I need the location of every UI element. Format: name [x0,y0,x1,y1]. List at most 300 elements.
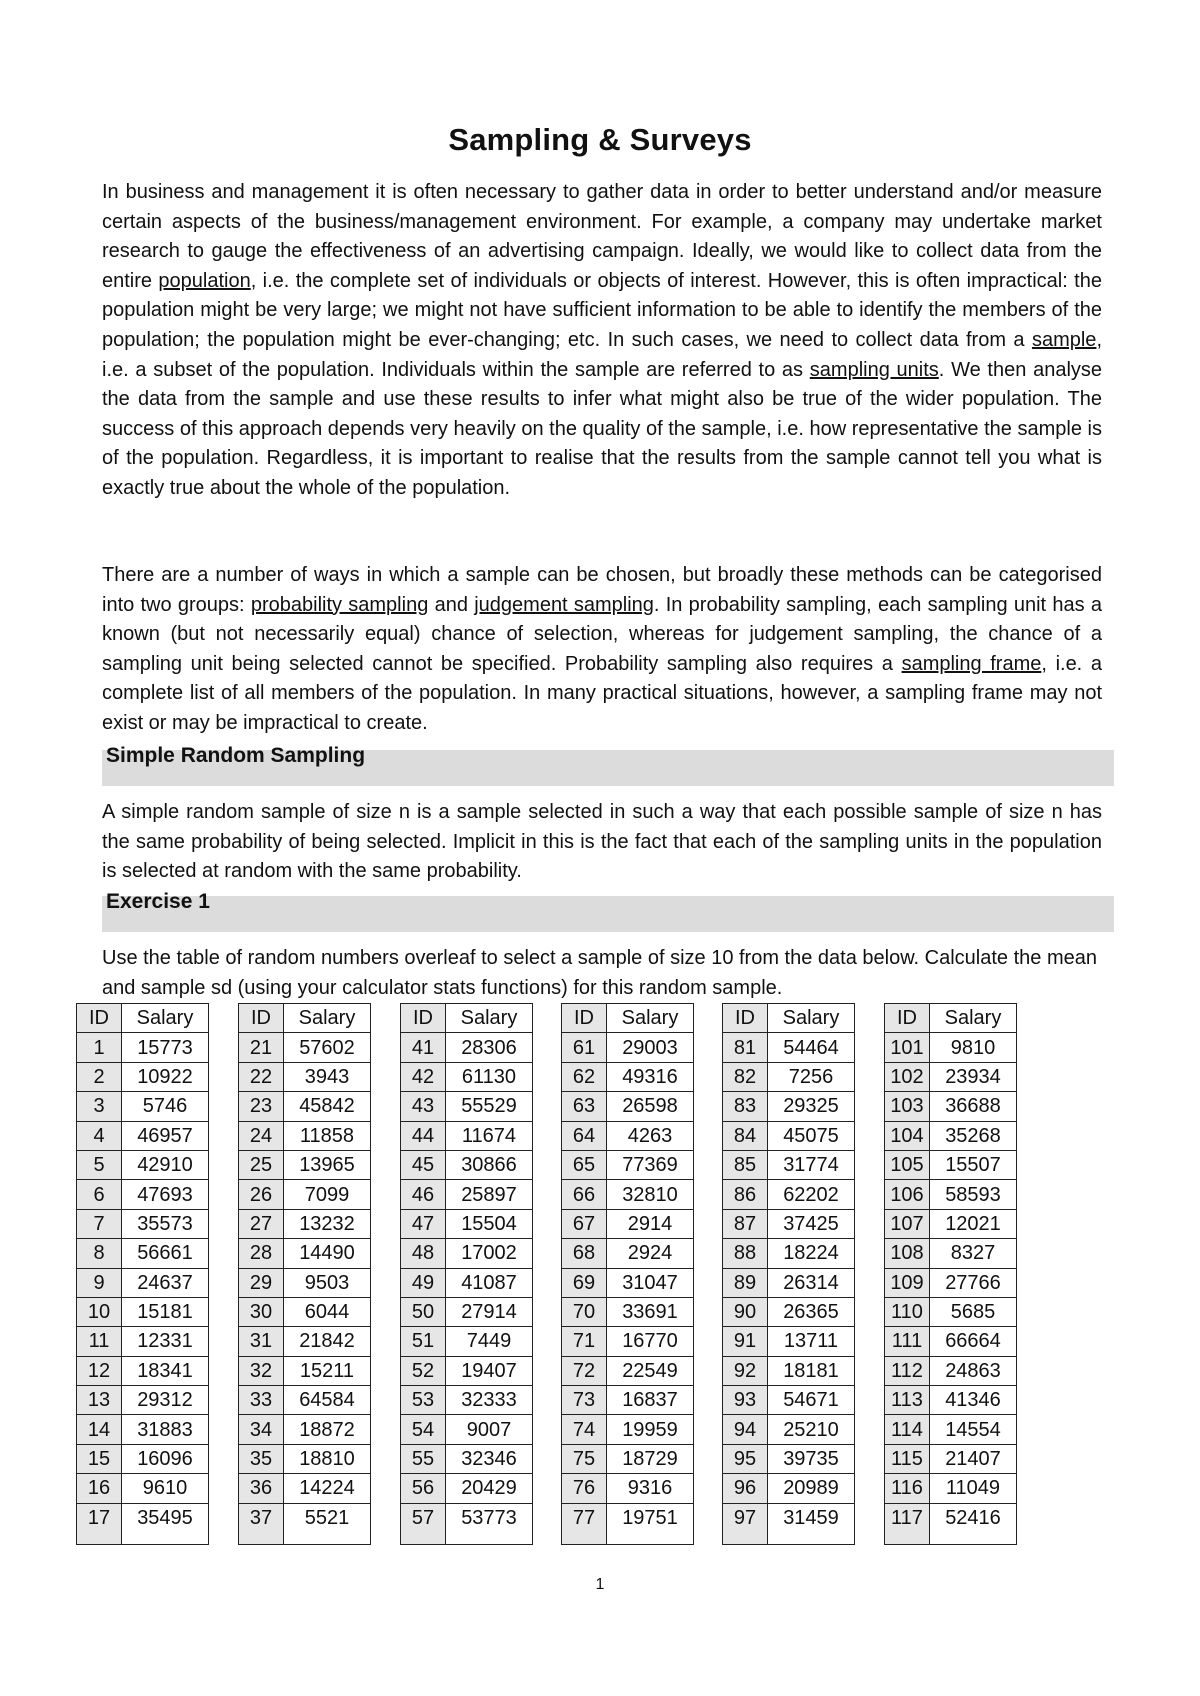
table-row [239,1180,371,1209]
table-row [562,1180,694,1209]
id-cell: 87 [723,1209,768,1238]
id-cell: 36 [239,1474,284,1503]
salary-cell: 18872 [284,1415,371,1444]
table-row [401,1239,533,1268]
id-cell: 74 [562,1415,607,1444]
table-row [77,1386,209,1415]
salary-cell: 35495 [122,1503,209,1544]
salary-cell: 35268 [930,1121,1017,1150]
salary-cell: 20989 [768,1474,855,1503]
salary-cell: 15181 [122,1297,209,1326]
table-row [723,1444,855,1473]
id-cell: 25 [239,1150,284,1179]
id-cell: 70 [562,1297,607,1326]
table-row [401,1386,533,1415]
salary-cell: 22549 [607,1356,694,1385]
salary-cell: 18181 [768,1356,855,1385]
id-cell: 97 [723,1503,768,1544]
table-row [401,1297,533,1326]
table-row [239,1209,371,1238]
salary-cell: 58593 [930,1180,1017,1209]
table-row [885,1268,1017,1297]
id-cell: 29 [239,1268,284,1297]
table-row [562,1150,694,1179]
text-run: . We then analyse the data from the sample and use these results to infer what might also be true of the wider population. The success of this approach depends very heavily on the quality of the sample, i.e. how representative the sample is of the population. Regardless, it is important to realise that the results from the sample cannot tell you what is exactly true about the whole of the population. [102,358,1103,499]
id-cell: 23 [239,1092,284,1121]
id-cell: 106 [885,1180,930,1209]
table-row [885,1033,1017,1062]
salary-cell: 3943 [284,1062,371,1091]
salary-cell: 11858 [284,1121,371,1150]
column-header-salary: Salary [768,1004,855,1033]
salary-cell: 53773 [446,1503,533,1544]
table-row [723,1121,855,1150]
text-run: , i.e. the complete set of individuals or objects of interest. However, this is often impractical: the population might be very large; we might not have sufficient information to be able to identify the members of the population; the population might be ever-changing; etc. In such cases, we need to collect data from a [102,269,1102,351]
table-row [239,1150,371,1179]
id-cell: 72 [562,1356,607,1385]
salary-cell: 4263 [607,1121,694,1150]
salary-cell: 29325 [768,1092,855,1121]
salary-cell: 21407 [930,1444,1017,1473]
id-cell: 76 [562,1474,607,1503]
salary-cell: 13711 [768,1327,855,1356]
id-cell: 75 [562,1444,607,1473]
table-row [562,1327,694,1356]
id-cell: 86 [723,1180,768,1209]
id-cell: 41 [401,1033,446,1062]
salary-cell: 15211 [284,1356,371,1385]
table-row [562,1386,694,1415]
salary-cell: 15504 [446,1209,533,1238]
column-header-id: ID [239,1004,284,1033]
id-cell: 47 [401,1209,446,1238]
id-cell: 14 [77,1415,122,1444]
salary-cell: 7256 [768,1062,855,1091]
table-row [723,1239,855,1268]
salary-cell: 39735 [768,1444,855,1473]
salary-cell: 9810 [930,1033,1017,1062]
table-row [77,1180,209,1209]
id-cell: 83 [723,1092,768,1121]
table-row [77,1150,209,1179]
salary-cell: 9007 [446,1415,533,1444]
salary-cell: 31047 [607,1268,694,1297]
salary-cell: 28306 [446,1033,533,1062]
salary-cell: 18729 [607,1444,694,1473]
table-row [723,1062,855,1091]
id-cell: 88 [723,1239,768,1268]
salary-cell: 26365 [768,1297,855,1326]
salary-cell: 30866 [446,1150,533,1179]
salary-table [722,1003,855,1545]
table-row [723,1386,855,1415]
table-row [239,1415,371,1444]
table-row [723,1033,855,1062]
salary-cell: 36688 [930,1092,1017,1121]
salary-cell: 57602 [284,1033,371,1062]
id-cell: 4 [77,1121,122,1150]
term-sampling-frame: sampling frame [901,652,1042,675]
salary-cell: 14224 [284,1474,371,1503]
table-row [77,1062,209,1091]
column-header-id: ID [885,1004,930,1033]
table-row [723,1474,855,1503]
table-row [239,1386,371,1415]
id-cell: 34 [239,1415,284,1444]
id-cell: 65 [562,1150,607,1179]
salary-cell: 47693 [122,1180,209,1209]
salary-cell: 45842 [284,1092,371,1121]
id-cell: 46 [401,1180,446,1209]
id-cell: 9 [77,1268,122,1297]
id-cell: 55 [401,1444,446,1473]
id-cell: 67 [562,1209,607,1238]
salary-cell: 8327 [930,1239,1017,1268]
table-row [562,1415,694,1444]
id-cell: 5 [77,1150,122,1179]
id-cell: 66 [562,1180,607,1209]
table-row [562,1209,694,1238]
table-row [885,1444,1017,1473]
salary-cell: 31774 [768,1150,855,1179]
id-cell: 53 [401,1386,446,1415]
table-row [885,1239,1017,1268]
id-cell: 82 [723,1062,768,1091]
salary-cell: 33691 [607,1297,694,1326]
table-row [723,1180,855,1209]
term-sampling-units: sampling units [809,358,939,381]
id-cell: 101 [885,1033,930,1062]
id-cell: 8 [77,1239,122,1268]
salary-cell: 15507 [930,1150,1017,1179]
table-row [562,1239,694,1268]
table-row [401,1062,533,1091]
table-row [723,1327,855,1356]
id-cell: 111 [885,1327,930,1356]
id-cell: 102 [885,1062,930,1091]
salary-cell: 19751 [607,1503,694,1544]
table-row [77,1297,209,1326]
salary-table [561,1003,694,1545]
id-cell: 105 [885,1150,930,1179]
text-run: , i.e. a complete list of all members of the population. In many practical situations, however, a sampling frame may not exist or may be impractical to create. [102,652,1102,734]
id-cell: 30 [239,1297,284,1326]
id-cell: 114 [885,1415,930,1444]
id-cell: 115 [885,1444,930,1473]
table-row [885,1356,1017,1385]
salary-cell: 16096 [122,1444,209,1473]
id-cell: 62 [562,1062,607,1091]
id-cell: 24 [239,1121,284,1150]
section-heading-text: Simple Random Sampling [106,744,366,767]
id-cell: 64 [562,1121,607,1150]
table-header-row [885,1004,1017,1033]
salary-cell: 27914 [446,1297,533,1326]
table-header-row [723,1004,855,1033]
salary-cell: 32333 [446,1386,533,1415]
table-row [885,1474,1017,1503]
id-cell: 11 [77,1327,122,1356]
salary-cell: 24863 [930,1356,1017,1385]
id-cell: 1 [77,1033,122,1062]
table-row [723,1297,855,1326]
table-row [239,1327,371,1356]
salary-cell: 12331 [122,1327,209,1356]
id-cell: 85 [723,1150,768,1179]
salary-cell: 15773 [122,1033,209,1062]
id-cell: 45 [401,1150,446,1179]
salary-cell: 16837 [607,1386,694,1415]
column-header-id: ID [723,1004,768,1033]
id-cell: 32 [239,1356,284,1385]
salary-cell: 9316 [607,1474,694,1503]
column-header-id: ID [77,1004,122,1033]
id-cell: 69 [562,1268,607,1297]
column-header-salary: Salary [122,1004,209,1033]
id-cell: 50 [401,1297,446,1326]
table-row [723,1356,855,1385]
id-cell: 95 [723,1444,768,1473]
table-row [401,1092,533,1121]
page-number: 1 [595,1576,605,1593]
table-row [239,1092,371,1121]
column-header-salary: Salary [930,1004,1017,1033]
salary-cell: 45075 [768,1121,855,1150]
salary-cell: 18810 [284,1444,371,1473]
salary-cell: 64584 [284,1386,371,1415]
salary-cell: 56661 [122,1239,209,1268]
salary-cell: 61130 [446,1062,533,1091]
salary-cell: 9503 [284,1268,371,1297]
text-run: and [428,593,475,616]
table-row [562,1503,694,1544]
id-cell: 61 [562,1033,607,1062]
table-row [239,1062,371,1091]
id-cell: 73 [562,1386,607,1415]
table-row [77,1356,209,1385]
section-heading-exercise-1 [102,890,1114,932]
id-cell: 93 [723,1386,768,1415]
salary-cell: 20429 [446,1474,533,1503]
table-row [562,1092,694,1121]
column-header-id: ID [401,1004,446,1033]
section-heading-text: Exercise 1 [106,890,210,913]
id-cell: 7 [77,1209,122,1238]
salary-cell: 18341 [122,1356,209,1385]
salary-cell: 32346 [446,1444,533,1473]
table-row [401,1150,533,1179]
salary-cell: 5521 [284,1503,371,1544]
table-row [885,1297,1017,1326]
id-cell: 51 [401,1327,446,1356]
id-cell: 2 [77,1062,122,1091]
salary-cell: 11674 [446,1121,533,1150]
salary-cell: 41346 [930,1386,1017,1415]
salary-cell: 27766 [930,1268,1017,1297]
salary-cell: 66664 [930,1327,1017,1356]
id-cell: 43 [401,1092,446,1121]
id-cell: 84 [723,1121,768,1150]
salary-cell: 19959 [607,1415,694,1444]
id-cell: 49 [401,1268,446,1297]
table-row [239,1297,371,1326]
table-row [401,1415,533,1444]
salary-cell: 18224 [768,1239,855,1268]
id-cell: 110 [885,1297,930,1326]
table-row [885,1062,1017,1091]
salary-cell: 42910 [122,1150,209,1179]
id-cell: 90 [723,1297,768,1326]
term-population: population [158,269,251,292]
id-cell: 96 [723,1474,768,1503]
table-row [723,1268,855,1297]
table-row [77,1092,209,1121]
table-header-row [239,1004,371,1033]
salary-table [400,1003,533,1545]
id-cell: 56 [401,1474,446,1503]
salary-cell: 21842 [284,1327,371,1356]
salary-cell: 7099 [284,1180,371,1209]
salary-cell: 2924 [607,1239,694,1268]
id-cell: 109 [885,1268,930,1297]
salary-cell: 52416 [930,1503,1017,1544]
exercise-1-paragraph: Use the table of random numbers overleaf to select a sample of size 10 from the data below. Calculate the mean and sample sd (using your calculator stats functions) for this random sample. [102,947,1097,999]
table-row [723,1415,855,1444]
page-title: Sampling & Surveys [448,122,752,157]
table-row [77,1415,209,1444]
id-cell: 92 [723,1356,768,1385]
salary-cell: 54671 [768,1386,855,1415]
id-cell: 27 [239,1209,284,1238]
id-cell: 21 [239,1033,284,1062]
salary-table [76,1003,209,1545]
id-cell: 13 [77,1386,122,1415]
id-cell: 42 [401,1062,446,1091]
salary-cell: 35573 [122,1209,209,1238]
intro-paragraph-2 [102,561,1102,739]
table-row [885,1386,1017,1415]
id-cell: 112 [885,1356,930,1385]
id-cell: 3 [77,1092,122,1121]
table-row [77,1474,209,1503]
salary-cell: 54464 [768,1033,855,1062]
salary-cell: 62202 [768,1180,855,1209]
salary-cell: 14554 [930,1415,1017,1444]
table-row [562,1121,694,1150]
table-row [401,1121,533,1150]
table-row [885,1415,1017,1444]
id-cell: 77 [562,1503,607,1544]
id-cell: 52 [401,1356,446,1385]
table-row [77,1503,209,1544]
id-cell: 63 [562,1092,607,1121]
table-row [723,1150,855,1179]
id-cell: 117 [885,1503,930,1544]
id-cell: 116 [885,1474,930,1503]
salary-cell: 11049 [930,1474,1017,1503]
term-judgement-sampling: judgement sampling [474,593,654,616]
salary-cell: 32810 [607,1180,694,1209]
id-cell: 68 [562,1239,607,1268]
id-cell: 31 [239,1327,284,1356]
id-cell: 103 [885,1092,930,1121]
table-row [562,1268,694,1297]
id-cell: 54 [401,1415,446,1444]
id-cell: 28 [239,1239,284,1268]
column-header-salary: Salary [607,1004,694,1033]
salary-cell: 16770 [607,1327,694,1356]
salary-cell: 26314 [768,1268,855,1297]
table-row [885,1327,1017,1356]
text-run: There are a number of ways in which a sample can be chosen, but broadly these methods can be categorised into two groups: [102,564,1102,616]
id-cell: 26 [239,1180,284,1209]
id-cell: 33 [239,1386,284,1415]
id-cell: 6 [77,1180,122,1209]
table-row [239,1356,371,1385]
table-row [239,1239,371,1268]
salary-cell: 19407 [446,1356,533,1385]
salary-cell: 24637 [122,1268,209,1297]
table-row [401,1268,533,1297]
salary-cell: 29003 [607,1033,694,1062]
salary-cell: 55529 [446,1092,533,1121]
id-cell: 108 [885,1239,930,1268]
id-cell: 94 [723,1415,768,1444]
term-probability-sampling: probability sampling [250,593,429,616]
table-row [239,1503,371,1544]
id-cell: 17 [77,1503,122,1544]
table-row [239,1033,371,1062]
salary-cell: 77369 [607,1150,694,1179]
table-row [723,1092,855,1121]
table-row [885,1150,1017,1179]
id-cell: 37 [239,1503,284,1544]
table-row [562,1444,694,1473]
id-cell: 10 [77,1297,122,1326]
table-row [77,1444,209,1473]
id-cell: 104 [885,1121,930,1150]
id-cell: 71 [562,1327,607,1356]
salary-cell: 26598 [607,1092,694,1121]
id-cell: 44 [401,1121,446,1150]
column-header-id: ID [562,1004,607,1033]
id-cell: 22 [239,1062,284,1091]
table-row [401,1356,533,1385]
table-row [77,1239,209,1268]
salary-cell: 6044 [284,1297,371,1326]
table-header-row [401,1004,533,1033]
text-run: , i.e. a subset of the population. Individuals within the sample are referred to as [102,328,1102,381]
text-run: . In probability sampling, each sampling unit has a known (but not necessarily equal) chance of selection, whereas for judgement sampling, the chance of a sampling unit being selected cannot be specified. Probability sampling also requires a [102,593,1103,675]
id-cell: 48 [401,1239,446,1268]
section-heading-simple-random-sampling [102,744,1114,786]
id-cell: 35 [239,1444,284,1473]
salary-cell: 25897 [446,1180,533,1209]
salary-cell: 23934 [930,1062,1017,1091]
salary-cell: 31883 [122,1415,209,1444]
table-row [723,1503,855,1544]
term-sample: sample [1031,328,1097,351]
simple-random-sampling-paragraph: A simple random sample of size n is a sample selected in such a way that each possible sample of size n has the same probability of being selected. Implicit in this is the fact that each of the sampling units in the population is selected at random with the same probability. [102,801,1102,883]
salary-cell: 13232 [284,1209,371,1238]
table-row [77,1033,209,1062]
table-row [401,1474,533,1503]
table-row [401,1503,533,1544]
table-row [885,1092,1017,1121]
salary-cell: 31459 [768,1503,855,1544]
table-row [885,1180,1017,1209]
table-row [723,1209,855,1238]
